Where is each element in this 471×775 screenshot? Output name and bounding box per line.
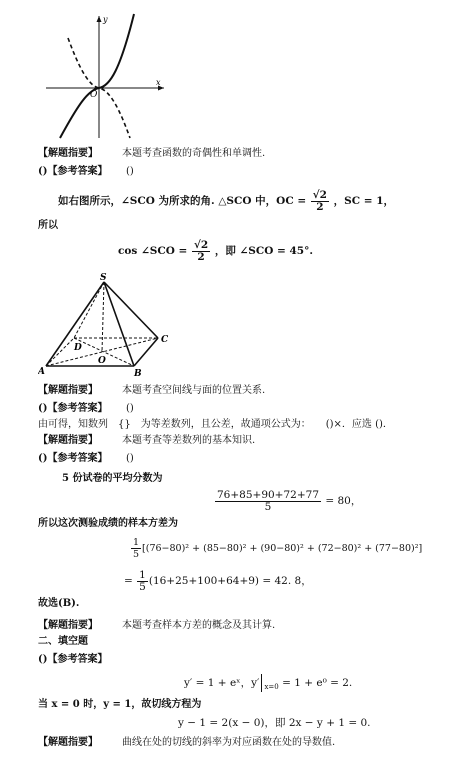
hint-label-4: 【解题指要】 (38, 620, 98, 631)
derivative-sub: x=0 (264, 683, 279, 692)
variance-fraction-den: 5 (133, 549, 140, 560)
tangent-equation: y − 1 = 2(x − 0)，即 2x − y + 1 = 0. (178, 717, 371, 729)
vertex-b-label: B (134, 369, 142, 378)
answer-value-2: () (126, 403, 134, 414)
average-fraction (215, 490, 321, 513)
variance-fraction (131, 537, 141, 560)
hint-text-1: 本题考查函数的奇偶性和单调性. (122, 148, 266, 159)
variance-formula (130, 536, 422, 562)
hint-label-3: 【解题指要】 (38, 435, 98, 446)
vertex-d-label: D (74, 343, 82, 353)
sequence-text: 由可得，知数列 {} 为等差数列，且公差，故通项公式为： ()×．应选 ()． (38, 419, 393, 430)
average-result: = 80， (325, 495, 362, 507)
cos-fraction-den: 2 (197, 250, 205, 263)
vertex-c-label: C (161, 335, 169, 345)
variance-intro: 所以这次测验成绩的样本方差为 (38, 518, 178, 529)
answer-value-3: () (126, 453, 134, 464)
cos-formula-prefix: cos ∠SCO = (118, 245, 188, 257)
hint-text-5: 曲线在处的切线的斜率为对应函数在处的导数值. (122, 737, 336, 748)
answer-value-1: () (126, 166, 134, 177)
cos-fraction (192, 240, 210, 263)
so-text: 所以 (38, 220, 58, 231)
tangent-intro: 当 x = 0 时，y = 1，故切线方程为 (38, 699, 202, 710)
function-graph (38, 10, 168, 140)
cos-formula-suffix: ，即 ∠SCO = 45°. (214, 245, 314, 257)
angle-statement-suffix: ，SC = 1， (333, 195, 395, 207)
hint-text-4: 本题考查样本方差的概念及其计算. (122, 620, 276, 631)
variance-fraction-num: 1 (133, 537, 140, 548)
variance-result-prefix: = (124, 575, 133, 587)
average-intro: 5 份试卷的平均分数为 (62, 473, 163, 484)
oc-fraction (311, 190, 329, 213)
hint-text-3: 本题考查等差数列的基本知识. (122, 435, 256, 446)
variance-result-fraction-den: 5 (139, 580, 146, 593)
variance-expr: [(76−80)² + (85−80)² + (90−80)² + (72−80)² + (77−80)²] (142, 543, 423, 554)
derivative-expr: y′ = 1 + eˣ，y′ (184, 677, 260, 689)
hint-label-5: 【解题指要】 (38, 737, 98, 748)
vertex-o-label: O (98, 356, 106, 366)
derivative-result: = 1 + e⁰ = 2. (282, 677, 353, 689)
cos-fraction-num: √2 (193, 238, 209, 251)
variance-result-fraction-num: 1 (139, 568, 146, 581)
average-fraction-num: 76+85+90+72+77 (217, 488, 319, 501)
choice-text: 故选(B). (38, 598, 80, 609)
answer-label-5: ()【参考答案】 (38, 654, 108, 665)
pyramid-figure (38, 270, 178, 378)
angle-statement (58, 188, 394, 214)
vertex-a-label: A (38, 367, 45, 377)
hint-label-2: 【解题指要】 (38, 385, 98, 396)
variance-result (124, 568, 312, 594)
angle-statement-prefix: 如右图所示，∠SCO 为所求的角. △SCO 中，OC = (58, 195, 307, 207)
hint-text-2: 本题考查空间线与面的位置关系. (122, 385, 266, 396)
derivative-formula (184, 673, 352, 697)
graph-origin-label: O (90, 90, 98, 100)
answer-label-2: ()【参考答案】 (38, 403, 108, 414)
hint-label-1: 【解题指要】 (38, 148, 98, 159)
answer-label-3: ()【参考答案】 (38, 453, 108, 464)
vertex-s-label: S (100, 273, 107, 283)
section-heading-fill-in: 二、填空题 (38, 636, 88, 647)
graph-y-label: y (103, 15, 108, 24)
variance-result-fraction (137, 570, 148, 593)
graph-x-label: x (156, 78, 161, 87)
variance-result-expr: (16+25+100+64+9) = 42. 8， (148, 575, 312, 587)
oc-fraction-den: 2 (316, 200, 324, 213)
answer-label-1: ()【参考答案】 (38, 166, 108, 177)
cos-formula (118, 238, 313, 264)
oc-fraction-num: √2 (312, 188, 327, 201)
average-fraction-den: 5 (264, 500, 272, 513)
average-formula (214, 488, 361, 514)
